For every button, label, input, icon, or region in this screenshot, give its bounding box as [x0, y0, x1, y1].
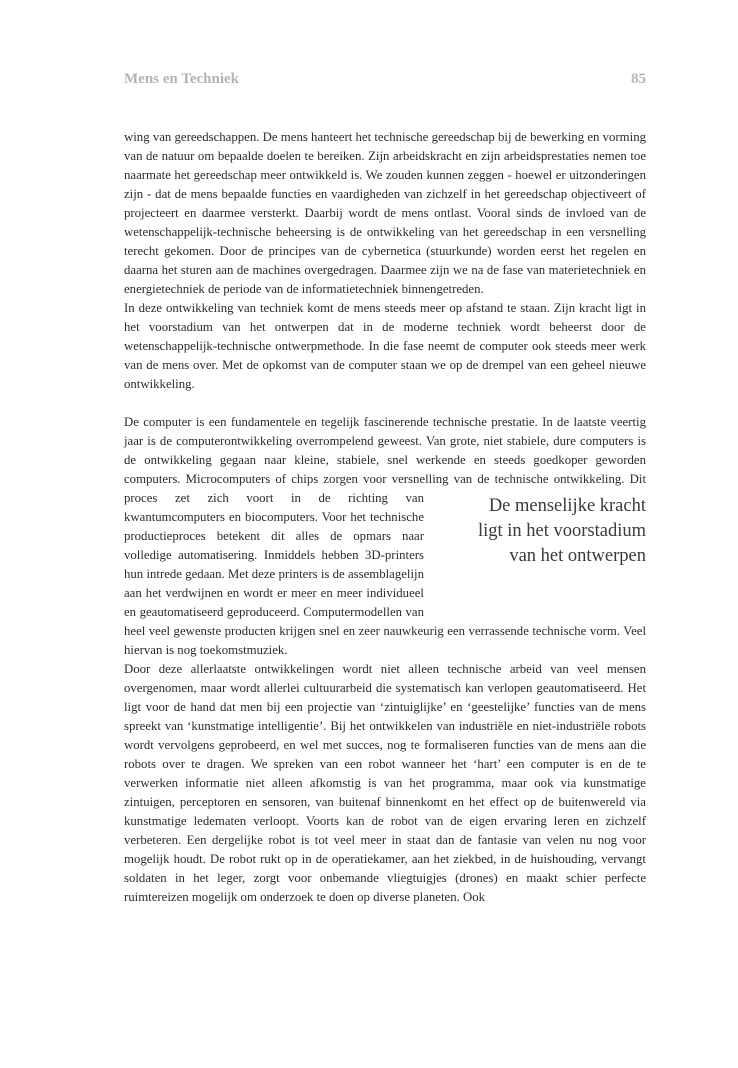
- pull-quote-box: [436, 494, 646, 614]
- running-header: [124, 71, 646, 91]
- paragraph-1: wing van gereedschappen. De mens hanteert het technische gereedschap bij de bewerking en vorming van de natuur om bepaalde doelen te bereiken. Zijn arbeidskracht en zijn arbeidsprestaties nemen toe naarmate het gereedschap meer ontwikkeld is. We zouden kunnen zeggen - hoewel er uitzonderingen zijn - dat de mens bepaalde functies en vaardigheden van zichzelf in het gereedschap objectiveert of projecteert en daarmee versterkt. Daarbij wordt de mens ontlast. Vooral sinds de invloed van de wetenschappelijk-technische beheersing is de ontwikkeling van het gereedschap in een versnelling terecht gekomen. Door de principes van de cybernetica (stuurkunde) worden eerst het regelen en daarna het sturen aan de machines overgedragen. Daarmee zijn we na de fase van materietechniek en energietechniek de periode van de informatietechniek binnengetreden.: [124, 130, 646, 296]
- page-number: 85: [631, 71, 646, 87]
- paragraph-3-wrap: [124, 413, 646, 660]
- body-text: [124, 128, 646, 907]
- paragraph-4: Door deze allerlaatste ontwikkelingen wordt niet alleen technische arbeid van veel mensen overgenomen, maar wordt allerlei cultuurarbeid die systematisch kan verlopen geautomatiseerd. Het ligt voor de hand dat men bij een projectie van ‘zintuiglijke’ en ‘geestelijke’ functies van de mens spreekt van ‘kunstmatige intelligentie’. Bij het ontwikkelen van industriële en niet-industriële robots wordt vervolgens geprobeerd, en wel met succes, nog te formaliseren functies van de mens aan die robots over te dragen. We spreken van een robot wanneer het ‘hart’ een computer is en de te verwerken informatie niet alleen afkomstig is van het programma, maar ook via kunstmatige zintuigen, perceptoren en sensoren, van buitenaf binnenkomt en het effect op de buitenwereld via kunstmatige ledematen verloopt. Voorts kan de robot van de eigen ervaring leren en zichzelf verbeteren. Een dergelijke robot is tot veel meer in staat dan de fantasie van velen nu nog voor mogelijk houdt. De robot rukt op in de operatiekamer, aan het ziekbed, in de huishouding, vervangt soldaten in het leger, zorgt voor onbemande vliegtuigjes (drones) en maakt schier perfecte ruimtereizen mogelijk om onderzoek te doen op diverse planeten. Ook: [124, 662, 646, 904]
- paragraph-2: In deze ontwikkeling van techniek komt de mens steeds meer op afstand te staan. Zijn kracht ligt in het voorstadium van het ontwerpen dat in de moderne techniek wordt beheerst door de wetenschappelijk-technische ontwerpmethode. In die fase neemt de computer ook steeds meer werk van de mens over. Met de opkomst van de computer staan we op de drempel van een geheel nieuwe ontwikkeling.: [124, 301, 646, 391]
- paragraph-3-text: De computer is een fundamentele en tegelijk fascinerende technische prestatie. In de laatste veertig jaar is de computerontwikkeling overrompelend geweest. Van grote, niet stabiele, dure computers is de ontwikkeling gegaan naar kleine, stabiele, snel werkende en steeds goedkoper geworden computers. Microcomputers of chips zorgen voor versnelling van de technische ontwikkeling. De menselijke kracht ligt in het voorstadium van het ontwerpen Dit proces zet zich voort in de richting van kwantumcomputers en biocomputers. Voor het technische productieproces betekent dit alles de opmars naar volledige automatisering. Inmiddels hebben 3D-printers hun intrede gedaan. Met deze printers is de assemblagelijn aan het verdwijnen en wordt er meer en meer individueel en geautomatiseerd geproduceerd. Computermodellen van heel veel gewenste producten krijgen snel en zeer nauwkeurig een verrassende technische vorm. Veel hiervan is nog toekomstmuziek.: [124, 415, 646, 657]
- pull-quote: De menselijke kracht ligt in het voorstadium van het ontwerpen: [477, 496, 646, 566]
- running-title: Mens en Techniek: [124, 71, 240, 87]
- paragraph-3: [124, 413, 646, 660]
